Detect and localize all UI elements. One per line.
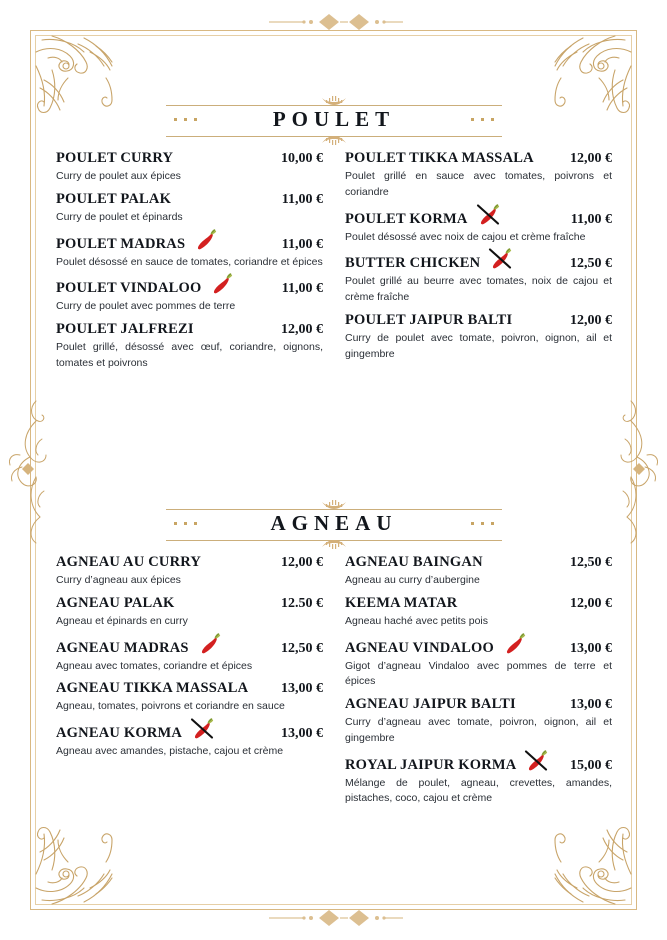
menu-item-description: Poulet désossé avec noix de cajou et crème fraîche: [345, 230, 586, 243]
menu-item-name: POULET JALFREZI: [56, 321, 194, 337]
menu-item: [56, 276, 323, 315]
edge-ornament-top: [259, 2, 409, 42]
menu-item-row: [56, 554, 323, 571]
header-flourish-top-icon: [289, 500, 379, 510]
menu-item-row: [56, 321, 323, 338]
menu-item: [345, 595, 612, 630]
header-flourish-bottom-icon: [289, 135, 379, 145]
chili-icon: [196, 636, 222, 652]
menu-item-price: 13,00 €: [570, 640, 612, 656]
menu-item-row: [345, 595, 612, 612]
section-column-right: [345, 554, 612, 813]
menu-item-price: 12,00 €: [281, 322, 323, 337]
menu-item-name: POULET PALAK: [56, 190, 172, 207]
menu-item-row: [345, 207, 612, 228]
menu-item-description: Curry de poulet avec pommes de terre: [56, 300, 236, 313]
menu-item-description: Gigot d’agneau Vindaloo avec pommes de terre et épices: [345, 659, 612, 688]
menu-item-description: Curry de poulet aux épices: [56, 170, 181, 182]
menu-item-row: [56, 276, 323, 297]
menu-item-row: [345, 696, 612, 713]
menu-item-row: [345, 753, 612, 774]
section-header-agneau: [56, 500, 612, 548]
menu-item-name: POULET VINDALOO: [56, 280, 202, 297]
menu-item-row: [56, 191, 323, 208]
chili-icon: [192, 232, 218, 248]
menu-item-description: Curry d’agneau avec tomate, poivron, oignon, ail et gingembre: [345, 716, 612, 744]
menu-item-row: [345, 251, 612, 272]
menu-item: [56, 680, 323, 715]
menu-item: [56, 595, 323, 630]
menu-item: [345, 207, 612, 246]
menu-item: [56, 150, 323, 185]
menu-item-description: Curry d’agneau aux épices: [56, 574, 181, 586]
menu-item-price: 12,00 €: [570, 312, 612, 328]
menu-item-price: 11,00 €: [281, 281, 323, 297]
menu-item-name: AGNEAU KORMA: [56, 725, 183, 741]
menu-item: [345, 554, 612, 589]
menu-item-name: ROYAL JAIPUR KORMA: [345, 756, 517, 773]
menu-item-description: Agneau, tomates, poivrons et coriandre en sauce: [56, 700, 285, 713]
menu-item-name: POULET CURRY: [56, 150, 174, 166]
corner-ornament-bottom-right: [549, 822, 645, 918]
menu-item-row: [56, 150, 323, 167]
menu-item: [56, 721, 323, 760]
menu-item-price: 11,00 €: [281, 191, 323, 207]
menu-item-description: Poulet grillé, désossé avec œuf, coriandre, oignons, tomates et poivrons: [56, 341, 323, 369]
edge-ornament-left: [6, 395, 50, 545]
chili-crossed-icon: [475, 207, 501, 223]
menu-item-description: Mélange de poulet, agneau, crevettes, amandes, pistaches, coco, cajou et crème: [345, 776, 612, 805]
chili-icon: [208, 276, 234, 292]
menu-item-row: [345, 312, 612, 329]
chili-crossed-icon: [523, 753, 549, 769]
menu-item: [345, 696, 612, 747]
menu-item-price: 12,00 €: [570, 595, 612, 611]
menu-item-name: POULET TIKKA MASSALA: [345, 150, 534, 166]
edge-ornament-bottom: [259, 898, 409, 938]
menu-item-description: Agneau avec amandes, pistache, cajou et crème: [56, 745, 284, 757]
section-column-right: [345, 150, 612, 378]
chili-crossed-icon: [487, 251, 513, 267]
section-column-left: [56, 554, 323, 813]
menu-item-name: AGNEAU AU CURRY: [56, 554, 202, 570]
chili-crossed-icon: [189, 721, 215, 737]
menu-item: [56, 321, 323, 372]
menu-item-description: Agneau haché avec petits pois: [345, 614, 489, 627]
menu-item-description: Poulet désossé en sauce de tomates, coriandre et épices: [56, 255, 323, 268]
header-flourish-top-icon: [289, 96, 379, 106]
menu-item-price: 13,00 €: [570, 697, 612, 712]
menu-item-price: 12,50 €: [570, 256, 612, 272]
menu-item: [345, 251, 612, 306]
menu-item-description: Poulet grillé au beurre avec tomates, noix de cajou et crème fraîche: [345, 275, 612, 303]
section-column-left: [56, 150, 323, 378]
menu-item-price: 11,00 €: [570, 211, 612, 227]
section-title: AGNEAU: [270, 511, 398, 535]
menu-item-row: [345, 636, 612, 657]
menu-item: [56, 636, 323, 675]
menu-item-name: BUTTER CHICKEN: [345, 255, 481, 272]
menu-item-price: 12,50 €: [281, 640, 323, 656]
menu-item-price: 12,00 €: [570, 151, 612, 166]
menu-item-name: AGNEAU MADRAS: [56, 639, 189, 656]
menu-item-description: Agneau au curry d’aubergine: [345, 574, 480, 586]
menu-item-description: Agneau et épinards en curry: [56, 614, 188, 627]
menu-item-name: POULET JAIPUR BALTI: [345, 311, 513, 328]
menu-item-description: Poulet grillé en sauce avec tomates, poivrons et coriandre: [345, 170, 612, 198]
menu-item-row: [56, 595, 323, 612]
menu-item: [345, 150, 612, 201]
menu-item-price: 12,00 €: [281, 555, 323, 570]
menu-item: [345, 753, 612, 808]
section-title: POULET: [272, 107, 396, 131]
menu-item-row: [345, 150, 612, 167]
menu-item-description: Curry de poulet et épinards: [56, 210, 183, 223]
menu-item: [56, 554, 323, 589]
menu-item-name: POULET MADRAS: [56, 235, 186, 252]
menu-section-agneau: [56, 500, 612, 813]
menu-item-name: AGNEAU BAINGAN: [345, 554, 483, 570]
chili-icon: [501, 636, 527, 652]
menu-item-name: AGNEAU TIKKA MASSALA: [56, 680, 249, 697]
menu-section-poulet: [56, 96, 612, 378]
menu-item-price: 15,00 €: [570, 757, 612, 773]
menu-item-name: AGNEAU JAIPUR BALTI: [345, 696, 516, 712]
menu-item-description: Curry de poulet avec tomate, poivron, oignon, ail et gingembre: [345, 331, 612, 360]
header-flourish-bottom-icon: [289, 539, 379, 549]
menu-item-row: [345, 554, 612, 571]
section-header-poulet: [56, 96, 612, 144]
menu-item-price: 10,00 €: [281, 151, 323, 166]
menu-item-row: [56, 680, 323, 697]
menu-item-price: 13,00 €: [281, 681, 323, 697]
menu-item-name: POULET KORMA: [345, 210, 468, 227]
menu-item-name: KEEMA MATAR: [345, 594, 458, 611]
menu-item: [56, 232, 323, 271]
menu-item-row: [56, 636, 323, 657]
menu-item-name: AGNEAU PALAK: [56, 594, 175, 611]
edge-ornament-right: [617, 395, 661, 545]
menu-item-price: 12.50 €: [281, 595, 323, 611]
menu-item-price: 12,50 €: [570, 555, 612, 570]
menu-item-row: [56, 721, 323, 742]
menu-item: [345, 312, 612, 363]
menu-item: [345, 636, 612, 691]
menu-item-name: AGNEAU VINDALOO: [345, 639, 494, 656]
menu-item-row: [56, 232, 323, 253]
corner-ornament-bottom-left: [22, 822, 118, 918]
menu-item-description: Agneau avec tomates, coriandre et épices: [56, 659, 253, 672]
menu-item-price: 13,00 €: [281, 726, 323, 741]
menu-item: [56, 191, 323, 226]
menu-item-price: 11,00 €: [281, 236, 323, 252]
